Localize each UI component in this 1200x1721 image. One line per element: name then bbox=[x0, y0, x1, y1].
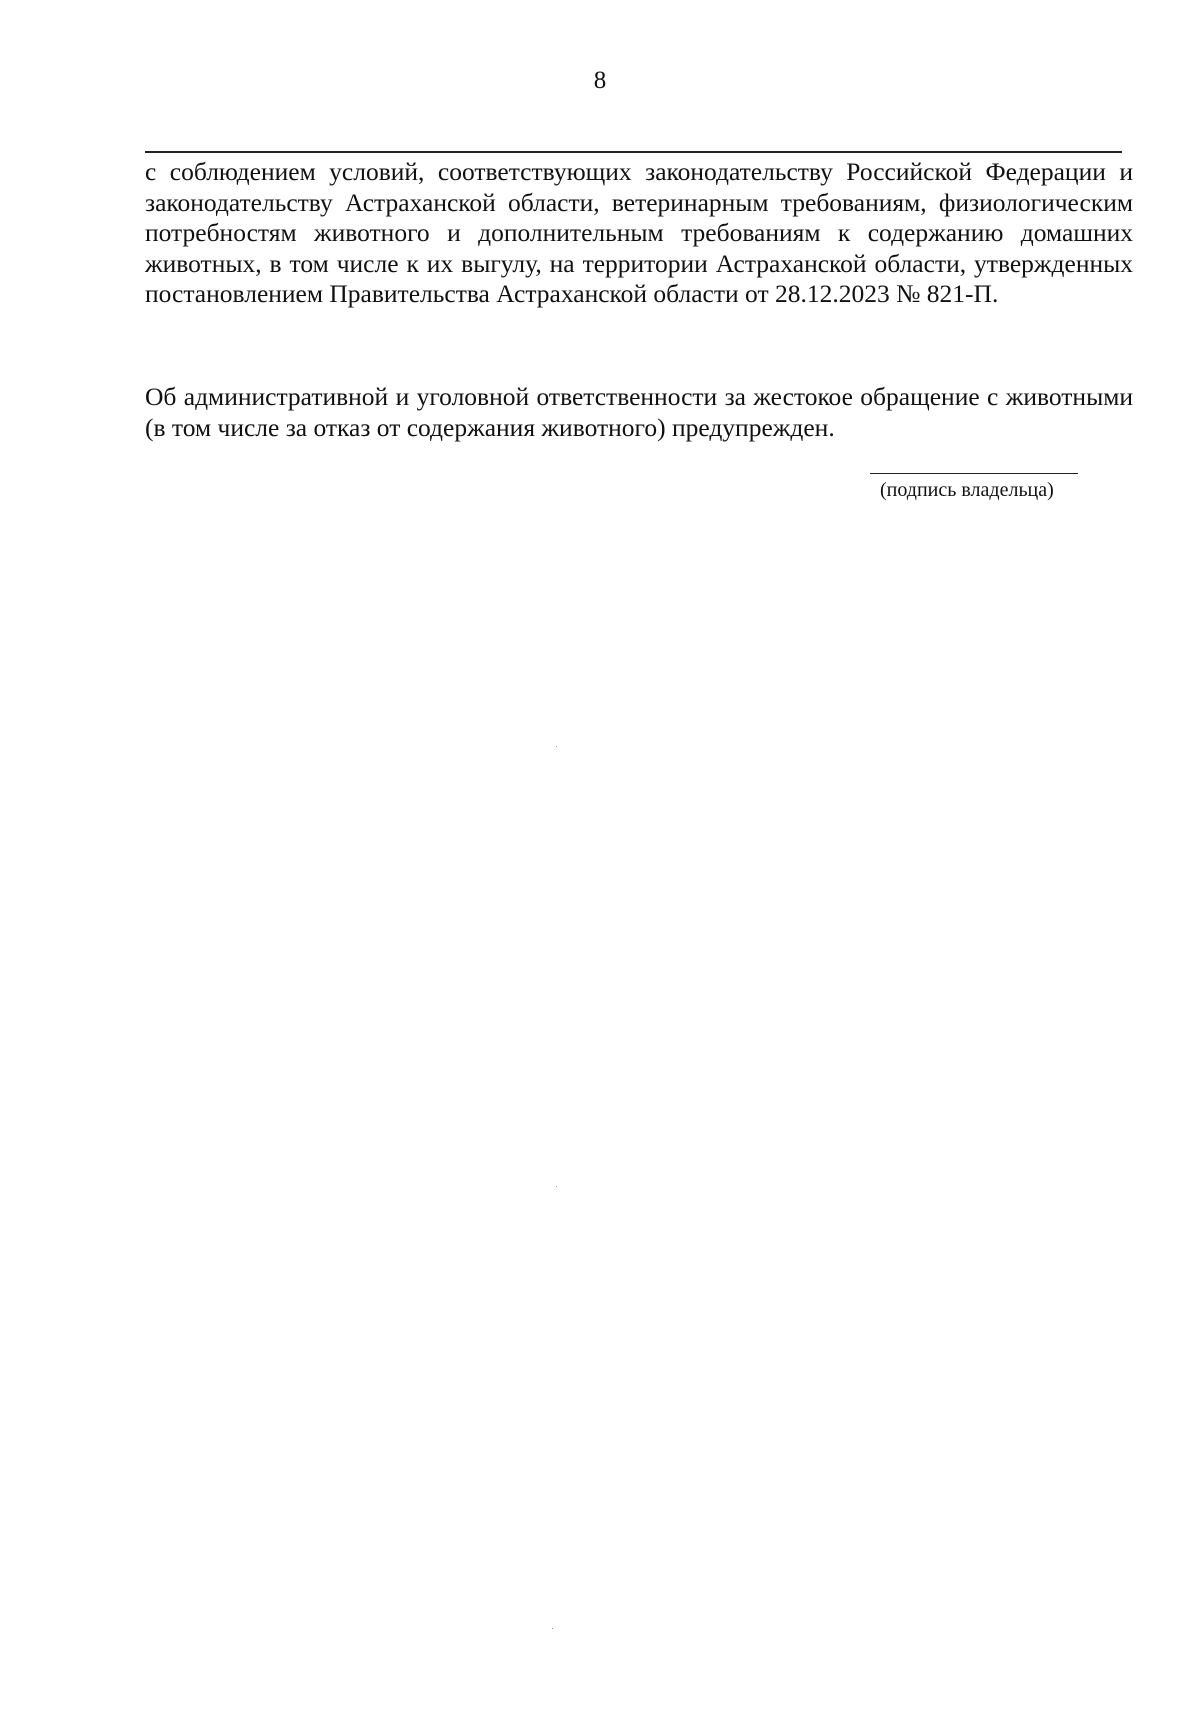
top-rule bbox=[145, 151, 1122, 153]
body-paragraph-1: с соблюдением условий, соответствующих законодательству Российской Федерации и законодательству Астраханской области, ветеринарным требованиям, физиологическим потребностям животного и дополнительным требованиям к содержанию домашних животных, в том числе к их выгулу, на территории Астраханской области, утвержденных постановлением Правительства Астраханской области от 28.12.2023 № 821-П. bbox=[145, 157, 1133, 308]
scan-speck bbox=[556, 746, 557, 747]
page-number: 8 bbox=[593, 67, 607, 94]
signature-caption: (подпись владельца) bbox=[880, 479, 1054, 501]
scan-speck bbox=[556, 1186, 557, 1187]
signature-line bbox=[870, 473, 1078, 474]
scan-speck bbox=[552, 1628, 553, 1629]
body-paragraph-2: Об административной и уголовной ответственности за жестокое обращение с животными (в том числе за отказ от содержания животного) предупрежден. bbox=[145, 382, 1133, 442]
